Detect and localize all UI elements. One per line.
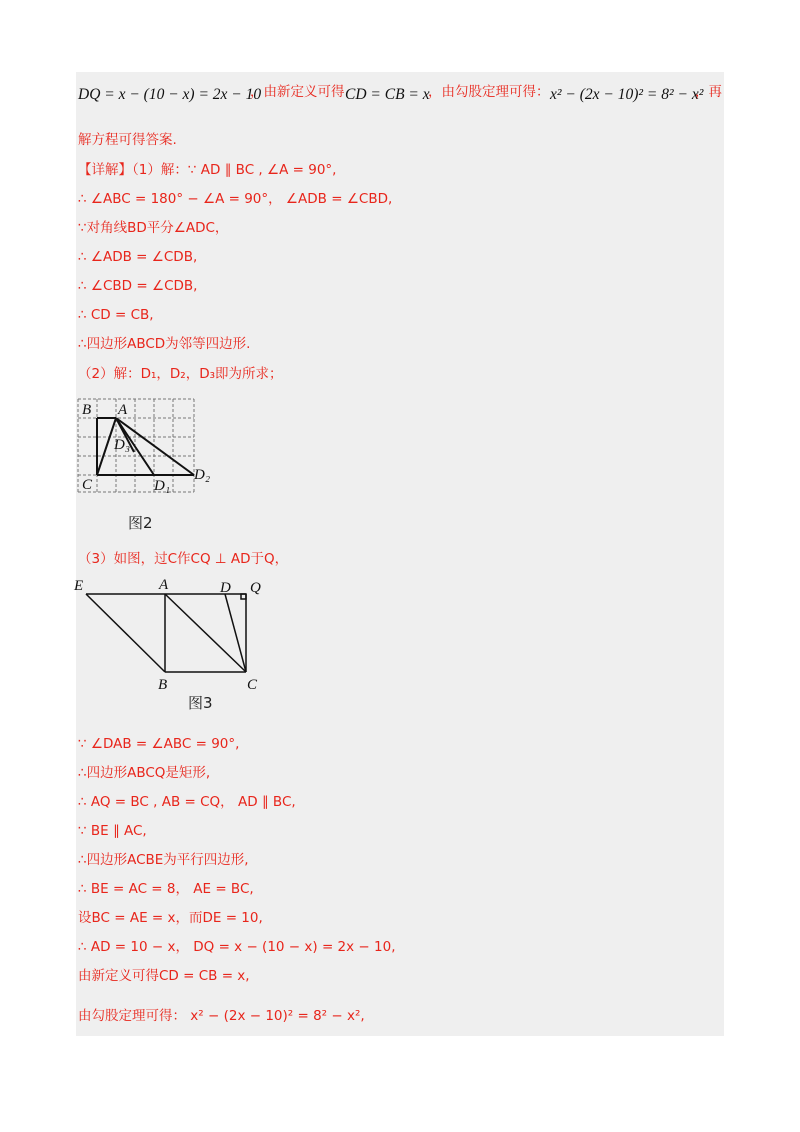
- top-expr-cd: CD = CB = x: [345, 86, 430, 103]
- step-10: 由勾股定理可得： x² − (2x − 10)² = 8² − x²,: [78, 1008, 365, 1024]
- step-2: ∴四边形ABCQ是矩形,: [78, 765, 211, 781]
- fig2-label-d1: D₁: [154, 478, 171, 494]
- figure-3-caption: 图3: [188, 694, 213, 712]
- top-text-2: ，由勾股定理可得：: [428, 84, 550, 100]
- fig3-label-a: A: [159, 577, 169, 593]
- fig3-label-q: Q: [250, 580, 261, 596]
- fig2-label-a: A: [118, 402, 128, 418]
- top-expr-pythag: x² − (2x − 10)² = 8² − x²: [550, 86, 704, 103]
- fig3-label-d: D: [220, 580, 231, 596]
- detail-line-2: ∵对角线BD平分∠ADC，: [78, 220, 229, 236]
- figure-2-grid-diagram: [70, 392, 220, 502]
- top-expr-dq: DQ = x − (10 − x) = 2x − 10: [78, 86, 262, 103]
- fig2-label-d2: D₂: [194, 467, 211, 483]
- top-text-1: ，由新定义可得: [250, 84, 345, 100]
- top-text-3: ，再: [695, 84, 722, 100]
- step-9: 由新定义可得CD = CB = x,: [78, 968, 250, 984]
- detail-line-5: ∴ CD = CB,: [78, 307, 154, 323]
- fig3-label-b: B: [158, 677, 168, 693]
- part3-intro: （3）如图，过C作CQ ⊥ AD于Q，: [78, 551, 289, 567]
- step-6: ∴ BE = AC = 8， AE = BC,: [78, 881, 254, 897]
- step-3: ∴ AQ = BC , AB = CQ， AD ∥ BC,: [78, 794, 296, 810]
- step-5: ∴四边形ACBE为平行四边形,: [78, 852, 249, 868]
- fig2-label-b: B: [82, 402, 92, 418]
- figure-3-diagram: [70, 572, 280, 694]
- part2-intro: （2）解：D₁，D₂，D₃即为所求；: [78, 366, 283, 382]
- detail-line-4: ∴ ∠CBD = ∠CDB,: [78, 278, 198, 294]
- fig2-label-c: C: [82, 477, 93, 493]
- detail-line-6: ∴四边形ABCD为邻等四边形.: [78, 336, 251, 352]
- top-line-2: 解方程可得答案.: [78, 132, 177, 148]
- step-4: ∵ BE ∥ AC,: [78, 823, 147, 839]
- detail-line-3: ∴ ∠ADB = ∠CDB,: [78, 249, 198, 265]
- detail-line-1: ∴ ∠ABC = 180° − ∠A = 90°， ∠ADB = ∠CBD,: [78, 191, 393, 207]
- fig2-label-d3: D₃: [114, 437, 131, 453]
- step-7: 设BC = AE = x，而DE = 10,: [78, 910, 263, 926]
- fig3-label-e: E: [74, 578, 84, 594]
- detail-heading: 【详解】（1）解：∵ AD ∥ BC , ∠A = 90°,: [78, 162, 337, 178]
- figure-2-caption: 图2: [128, 514, 153, 532]
- step-1: ∵ ∠DAB = ∠ABC = 90°,: [78, 736, 240, 752]
- fig3-label-c: C: [247, 677, 258, 693]
- step-8: ∴ AD = 10 − x， DQ = x − (10 − x) = 2x − 10,: [78, 939, 396, 955]
